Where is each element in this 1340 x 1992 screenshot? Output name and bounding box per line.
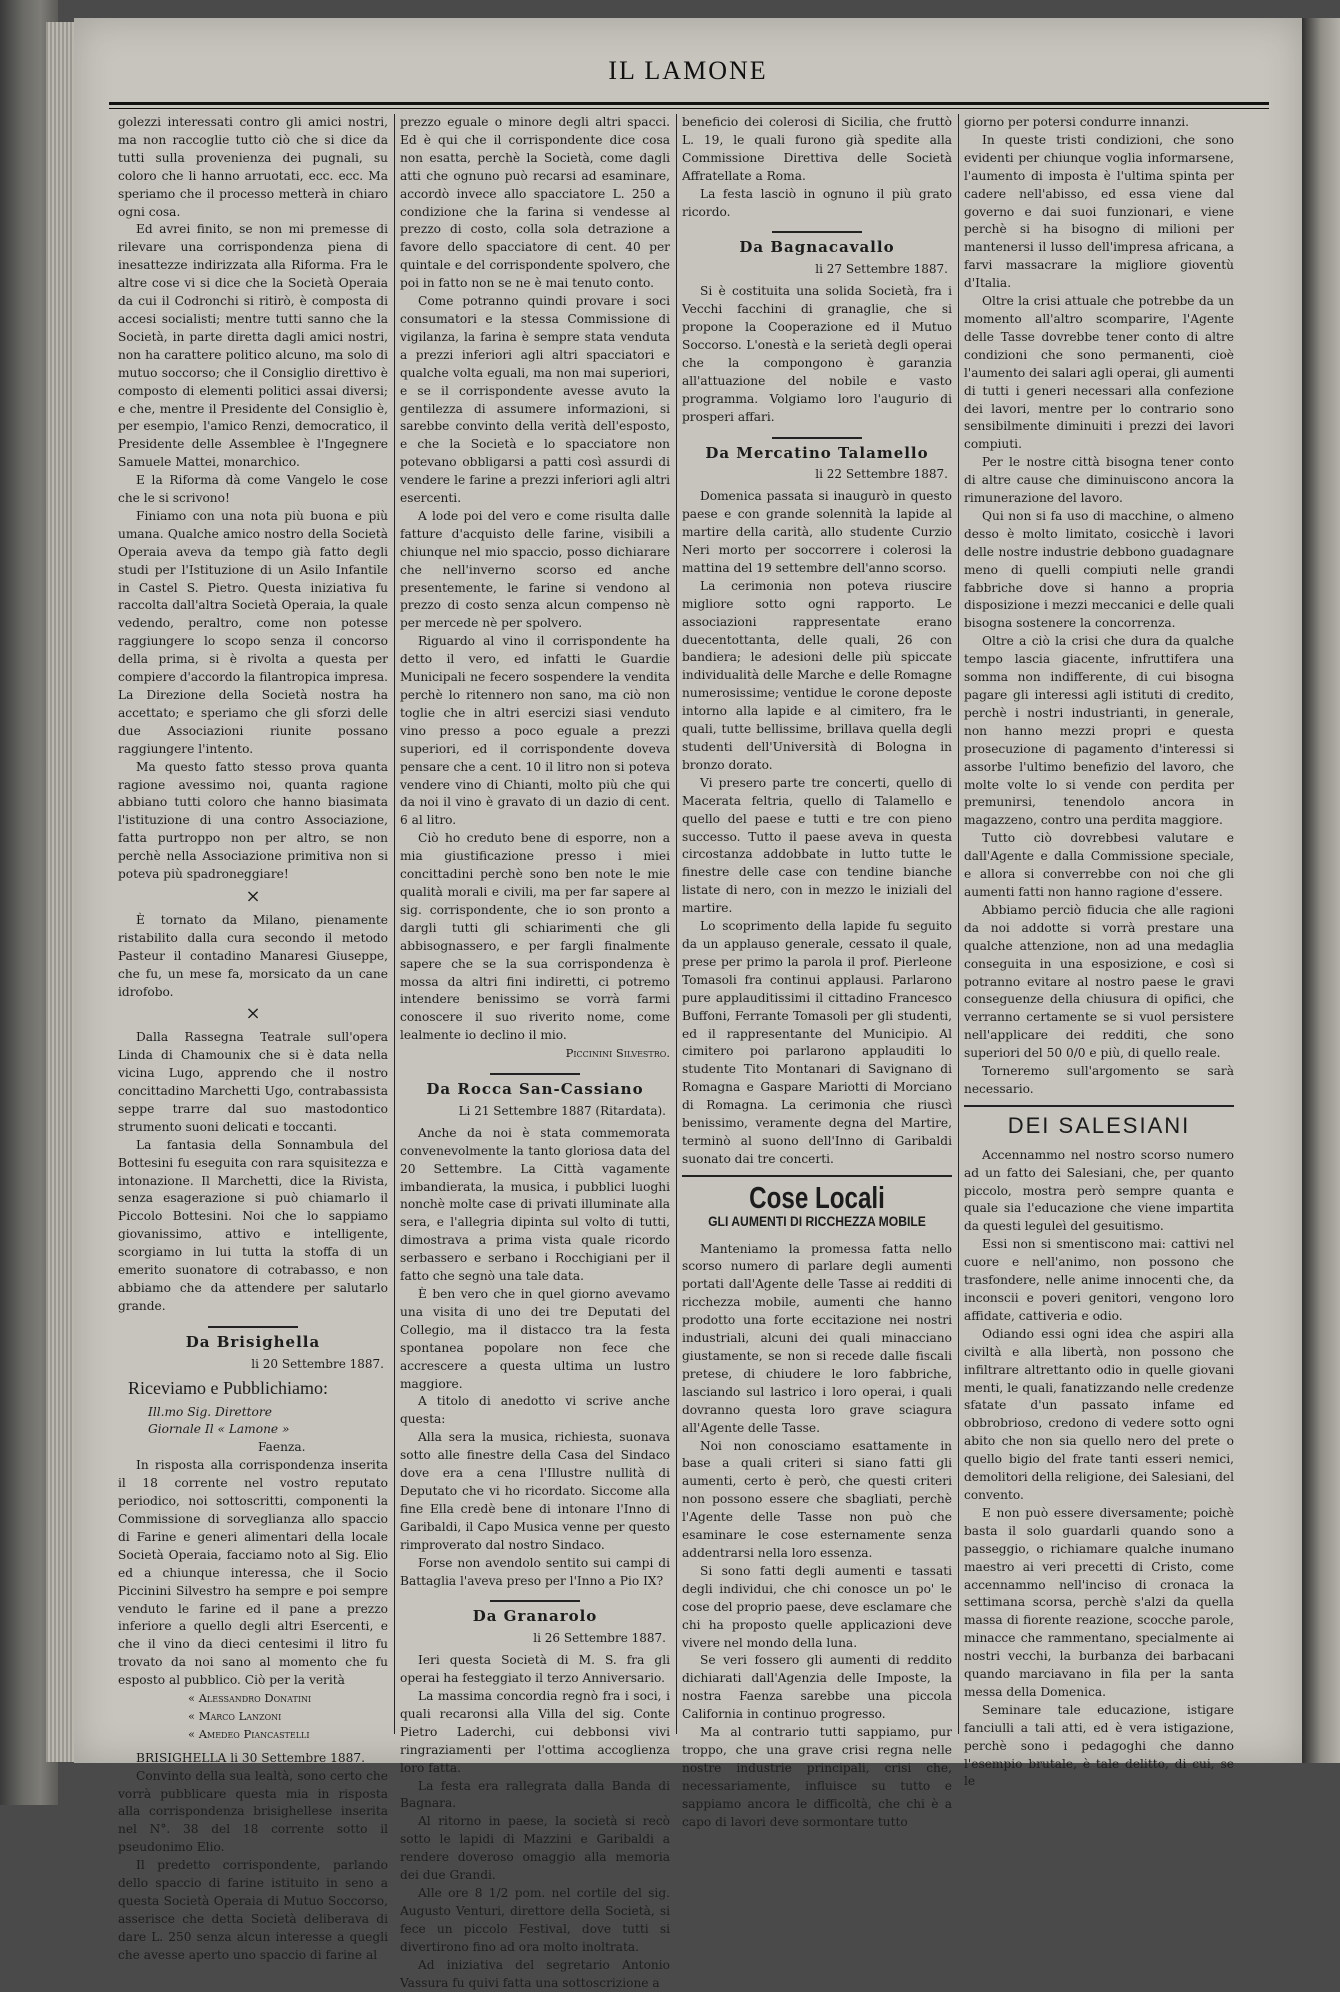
paragraph: Seminare tale educazione, istigare fanciulli a tali atti, ed è vera istigazione, perchè sono i pedagoghi che danno l'esempio brutale, è tale delitto, di cui, se le (964, 1702, 1234, 1789)
paragraph: Alla sera la musica, richiesta, suonava sotto alle finestre della Casa del Sindaco dove era a cena l'Illustre nullità di Deputato che vi ho ricordato. Siccome alla fine Ella credè bene di intonare l'Inno di Garibaldi, il Capo Musica venne per questo rimproverato dal nostro Sindaco. (400, 1430, 670, 1552)
signature: Piccinini Silvestro. (565, 1046, 670, 1061)
paragraph: La cerimonia non poteva riuscire migliore sotto ogni rapporto. Le associazioni rappresentate erano duecentottanta, delle quali, 26 con bandiera; le adesioni delle più spiccate individualità delle Marche e delle Romagne numerosissime; ventidue le corone deposte intorno alla lapide e al cimitero, fra le quali, tutte bellissime, brillava quella degli studenti dell'Università di Bologna in bronzo dorato. (682, 578, 952, 772)
paragraph: A titolo di anedotto vi scrive anche questa: (400, 1394, 670, 1427)
paragraph: Se veri fossero gli aumenti di reddito dichiarati dall'Agenzia delle Imposte, la nostra Faenza sarebbe una piccola California in continuo progresso. (682, 1653, 952, 1722)
paragraph: Finiamo con una nota più buona e più umana. Qualche amico nostro della Società Operaia aveva da tempo già fatto degli studi per l'Istituzione di un Asilo Infantile in Castel S. Pietro. Questa iniziativa fu raccolta dall'altra Società Operaia, la quale vedendo, peraltro, come non potesse raggiungere lo scopo senza il concorso della prima, si è rivolta a questa per compiere d'accordo la filantropica impresa. La Direzione della Società nostra ha accettato; e speriamo che gli sforzi delle due Associazioni riunite possano raggiungere l'intento. (118, 508, 388, 756)
section-heading: Da Rocca San-Cassiano (426, 1080, 644, 1099)
paragraph: La festa era rallegrata dalla Banda di Bagnara. (400, 1778, 670, 1811)
address-line: Giornale Il « Lamone » (148, 1422, 290, 1437)
paragraph: Ad iniziativa del segretario Antonio Vassura fu quivi fatta una sottoscrizione a (400, 1957, 670, 1990)
paragraph: La massima concordia regnò fra i soci, i quali recaronsi alla Villa del sig. Conte Pietro Laderchi, cui debbonsi vivi ringraziamenti per l'ottima accoglienza loro fatta. (400, 1689, 670, 1775)
section-title: Cose Locali (749, 1179, 885, 1215)
paragraph: Lo scoprimento della lapide fu seguito da un applauso generale, cessato il quale, prese per primo la parola il prof. Pierleone Tomasoli fra continui applausi. Parlarono pure applauditissimi il cittadino Francesco Buffoni, Ferrante Tomasoli per gli studenti, ed il rappresentante del Municipio. Al cimitero poi parlarono applauditi lo studente Tito Montanari di Savignano di Romagna e Gaspare Mariotti di Morciano di Romagna. La cerimonia che riuscì benissimo, veramente degna del Martire, terminò al suono dell'Inno di Garibaldi suonato dai tre concerti. (682, 919, 952, 1166)
column-2 (400, 114, 670, 1990)
paragraph: Dalla Rassegna Teatrale sull'opera Linda di Chamounix che si è data nella vicina Lugo, apprendo che il nostro concittadino Marchetti Ugo, contrabassista seppe trarre dal suo mastodontico strumento suoni delicati e toccanti. (118, 1030, 388, 1134)
paragraph: Tutto ciò dovrebbesi valutare e dall'Agente e dalla Commissione speciale, e allora si converrebbe con noi che gli aumenti fatti non hanno ragione d'essere. (964, 831, 1234, 899)
paragraph: Qui non si fa uso di macchine, o almeno desso è molto limitato, cosicchè i lavori delle nostre industrie debbono guadagnare meno di quelli compiuti nelle grandi fabbriche dove si hanno a propria disposizione i mezzi meccanici e delle quali bisogna sostenere la concorrenza. (964, 508, 1234, 631)
paragraph: La fantasia della Sonnambula del Bottesini fu eseguita con rara squisitezza e intonazione. Il Marchetti, dice la Rivista, senza esagerazione si può chiamarlo il Piccolo Bottesini. Noi che lo sappiamo giovanissimo, attivo e intelligente, scorgiamo in lui tutta la stoffa di un emerito suonatore di cotrabasso, e non abbiamo che da attendere per salutarlo grande. (118, 1137, 388, 1313)
paragraph: Convinto della sua lealtà, sono certo che vorrà pubblicare questa mia in risposta alla corrispondenza brisighellese inserita nel N°. 38 del 18 corrente sotto il pseudonimo Elio. (118, 1768, 388, 1855)
column-divider (676, 114, 677, 1734)
column-1 (118, 114, 388, 1962)
article-title: DEI SALESIANI (1007, 1112, 1191, 1138)
paragraph: Essi non si smentiscono mai: cattivi nel cuore e nell'animo, non possono che trasfondere, nelle anime innocenti che, da inconscii e poveri genitori, vengono loro affidate, cattiveria e odio. (964, 1237, 1234, 1323)
next-page-edge (1302, 18, 1340, 1763)
paragraph: Oltre a ciò la crisi che dura da qualche tempo lascia giacente, infruttifera una somma non indifferente, di cui bisogna pagare gli interessi agli istituti di credito, perchè i nostri industrianti, in generale, non hanno mezzi propri e questa prosecuzione di pagamento d'interessi si assorbe l'ultimo benefizio del lavoro, che molte volte lo si vende con perdita per premunirsi, tenendolo ancora in magazzeno, contro una perdita maggiore. (964, 634, 1234, 828)
dateline: li 22 Settembre 1887. (815, 467, 948, 482)
separator-cross: × (245, 885, 261, 907)
paragraph: giorno per potersi condurre innanzi. (964, 115, 1190, 129)
paragraph: Ciò ho creduto bene di esporre, non a mia giustificazione presso i miei concittadini perchè sono ben note le mie qualità morali e civili, ma per far sapere al sig. corrispondente, che io son pronto a dargli tutti gli schiarimenti che gli abbisognassero, e per fargli finalmente sapere che se la sua corrispondenza è mossa da altri fini indiretti, ci potremo intendere benissimo se vorrà farmi conoscere il suo riverito nome, come lealmente io declino il mio. (400, 831, 670, 1043)
dateline: Li 21 Settembre 1887 (Ritardata). (458, 1103, 666, 1118)
section-rule (964, 1105, 1234, 1107)
dateline: li 26 Settembre 1887. (533, 1631, 666, 1646)
newspaper-page (74, 18, 1302, 1990)
paragraph: Per le nostre città bisogna tener conto di altre cause che diminuiscono ancora la rimunerazione del lavoro. (964, 455, 1234, 506)
header-rule-thin (109, 108, 1269, 109)
paragraph: A lode poi del vero e come risulta dalle fatture d'acquisto delle farine, visibili a chiunque nel mio spaccio, posso dichiarare che nell'inverno scorso ed anche presentemente, le farine si vendono al prezzo di costo senza alcun compenso nè per mercede nè per spolvero. (400, 508, 670, 631)
section-heading: Da Granarolo (472, 1607, 598, 1626)
paragraph: Ma al contrario tutti sappiamo, pur troppo, che una grave crisi regna nelle nostre industrie principali, crisi che, necessariamente, influisce su tutto e sappiamo ancora le difficoltà, che chi è a capo di lavori deve sormontare tutto (682, 1725, 952, 1829)
paragraph: Anche da noi è stata commemorata convenevolmente la tanto gloriosa data del 20 Settembre. La Città vagamente imbandierata, la musica, i pubblici luoghi nonchè molte case di privati illuminate alla sera, e l'allegria dipinta sul volto di tutti, dimostrava a prima vista quale ricordo serbassero e serbano i Rocchigiani per il fatto che segnò una tale data. (400, 1125, 670, 1284)
paragraph: Ma questo fatto stesso prova quanta ragione avessimo noi, quanta ragione abbiano tutti coloro che hanno biasimata l'istituzione di una contro Associazione, fatta purtroppo non per altro, se non perchè nella Associazione primitiva non si poteva più spadroneggiare! (118, 759, 388, 882)
paragraph: Il predetto corrispondente, parlando dello spaccio di farine istituito in seno a questa Società Operaia di Mutuo Soccorso, asserisce che detta Società deliberava di dare L. 250 senza alcun interesse a quegli che avesse aperto uno spaccio di farine al (118, 1858, 388, 1962)
separator-cross: × (245, 1003, 261, 1025)
paragraph: Alle ore 8 1/2 pom. nel cortile del sig. Augusto Venturi, direttore della Società, si fece un piccolo Festival, dove tutti si divertirono fino ad ora molto inoltrata. (400, 1886, 670, 1954)
address-line: Ill.mo Sig. Direttore (148, 1404, 272, 1419)
article-title: GLI AUMENTI DI RICCHEZZA MOBILE (708, 1213, 926, 1229)
section-rule (772, 231, 862, 233)
paragraph: Ieri questa Società di M. S. fra gli operai ha festeggiato il terzo Anniversario. (400, 1653, 670, 1686)
section-rule (490, 1600, 580, 1602)
paragraph: E non può essere diversamente; poichè basta il solo guardarli quando sono a passeggio, o richiamare qualche inumano maestro ai veri precetti di Cristo, come accennammo nell'inciso di cronaca la settimana scorsa, perchè s'alzi da quella massa di fiorente reazione, scocche parole, minacce che rammentano, specialmente ai nostri vecchi, la burbanza dei barbacani quando marciavano in fila per la santa messa della Domenica. (964, 1505, 1234, 1699)
paragraph: È tornato da Milano, pienamente ristabilito dalla cura secondo il metodo Pasteur il contadino Manaresi Giuseppe, che fu, un mese fa, morsicato da un cane idrofobo. (118, 912, 388, 999)
signature: « Amedeo Piancastelli (188, 1726, 310, 1741)
paragraph: Accennammo nel nostro scorso numero ad un fatto dei Salesiani, che, per quanto piccolo, mostra però sempre quanta e quale sia l'educazione che viene impartita da questi leguleì del gesuitismo. (964, 1147, 1234, 1234)
dateline: li 20 Settembre 1887. (251, 1356, 384, 1371)
column-divider (394, 114, 395, 1734)
paragraph: Forse non avendolo sentito sui campi di Battaglia l'aveva preso per l'Inno a Pio IX? (400, 1555, 670, 1588)
paragraph: beneficio dei colerosi di Sicilia, che fruttò L. 19, le quali furono già spedite alla Commissione Direttiva delle Società Affratellate a Roma. (682, 115, 952, 183)
paragraph: Si sono fatti degli aumenti e tassati degli individui, che chi conosce un po' le cose del proprio paese, deve esclamare che chi ha proposto quelle applicazioni deve vivere nel mondo della luna. (682, 1563, 952, 1650)
column-4 (964, 114, 1234, 1789)
paragraph: Odiando essi ogni idea che aspiri alla civiltà e alla libertà, non possono che infiltrare altrettanto odio in quelle giovani menti, le quali, fanatizzando nelle credenze sfatate d'un passato infame ed obbrobrioso, credono di vedere sotto ogni abito che non sia quello nero del prete o quello bigio del frate tanti esseri nemici, demolitori della religione, dei Salesiani, del convento. (964, 1326, 1234, 1502)
paragraph: Vi presero parte tre concerti, quello di Macerata feltria, quello di Talamello e quello del paese e tutti e tre con pieno successo. Tutto il paese aveva in questa circostanza addobbate in lutto tutte le finestre delle case con tendine bianche listate di nero, con in mezzo le iniziali del martire. (682, 775, 952, 916)
address-line: Faenza. (258, 1440, 306, 1455)
page-stack-edge (46, 22, 76, 1762)
signature: « Marco Lanzoni (188, 1708, 282, 1723)
header-rule (109, 102, 1269, 105)
section-rule (682, 1175, 952, 1177)
paragraph: Abbiamo perciò fiducia che alle ragioni da noi addotte si vorrà prestare una qualche attenzione, non ad una medaglia conseguita in una esposizione, e così si potranno evitare al nostro paese le gravi conseguenze della chiusura di opifici, che verranno certamente se si vuol persistere nell'applicare dei redditi, che sono superiori del 50 0/0 e più, di quello reale. (964, 902, 1234, 1061)
dateline: li 27 Settembre 1887. (815, 262, 948, 277)
paragraph: Noi non conosciamo esattamente in base a quali criteri si siano fatti gli aumenti, certo è però, che questi criteri non possono essere che sbagliati, perchè l'Agente delle Tasse non può che esaminare le cose esternamente senza addentrarsi nella loro essenza. (682, 1438, 952, 1560)
paragraph: Riguardo al vino il corrispondente ha detto il vero, ed infatti le Guardie Municipali ne fecero sospendere la vendita perchè lo ritennero non sano, ma ciò non toglie che in altri esercizi siasi venduto vino presso a poco eguale a prezzi superiori, ed il corrispondente doveva pensare che a cent. 10 il litro non si poteva vendere vino di Chianti, molto più che qui da noi il vino è gravato di un dazio di cent. 6 al litro. (400, 634, 670, 828)
column-divider (958, 114, 959, 1734)
signature: « Alessandro Donatini (188, 1691, 312, 1706)
paragraph: In queste tristi condizioni, che sono evidenti per chiunque voglia informarsene, l'aumento di imposta è l'ultima spinta per cadere nell'abisso, ed essa viene dal governo e dai suoi funzionari, e viene perchè si ha bisogno di milioni per mantenersi il lusso dell'impresa africana, a farvi massacrare la migliore gioventù d'Italia. (964, 132, 1234, 291)
letter-heading: Riceviamo e Pubblichiamo: (128, 1377, 328, 1398)
section-heading: Da Mercatino Talamello (705, 443, 929, 462)
paragraph: Ed avrei finito, se non mi premesse di rilevare una corrispondenza piena di inesattezze indirizzata alla Riforma. Fra le altre cose vi si dice che la Società Operaia da cui il Codronchi si ritirò, è composta di accesi socialisti; mentre tutti sanno che la Società, in parte diretta dagli amici nostri, non ha carattere politico alcuno, ma solo di mutuo soccorso; che il Consiglio direttivo è composto di elementi politici assai diversi; e che, mentre il Presidente del Consiglio è, per esempio, l'amico Renzi, democratico, il Presidente delle Assemblee è l'Ingegnere Samuele Mattei, monarchico. (118, 222, 388, 470)
masthead: IL LAMONE (608, 56, 768, 85)
paragraph: E la Riforma dà come Vangelo le cose che le si scrivono! (118, 473, 388, 506)
paragraph: In risposta alla corrispondenza inserita il 18 corrente nel vostro reputato periodico, noi sottoscritti, componenti la Commissione di sorveglianza allo spaccio di Farine e generi alimentari della locale Società Operaia, facciamo noto al Sig. Elio ed a chiunque interessa, che il Socio Piccinini Silvestro ha sempre e poi sempre venduto le farine ed il pane a prezzo inferiore a quello degli altri Esercenti, e che il vino da dieci centesimi il litro fu trovato da noi sano al momento che fu esposto al pubblico. Ciò per la verità (118, 1458, 388, 1688)
paragraph: Domenica passata si inaugurò in questo paese e con grande solennità la lapide al martire della carità, allo studente Curzio Neri morto per soccorrere i colerosi la mattina del 19 settembre dell'anno scorso. (682, 489, 952, 575)
paragraph: Torneremo sull'argomento se sarà necessario. (964, 1064, 1234, 1096)
paragraph: prezzo eguale o minore degli altri spacci. Ed è qui che il corrispondente dice cosa non esatta, perchè la Società, come dagli atti che ognuno può recarsi ad esaminare, accordò invece allo spacciatore L. 250 a condizione che la farina si vendesse al prezzo di costo, colla sola detrazione a favore dello spacciatore di cent. 40 per quintale e del corrispondente spolvero, che poi in fatto non se ne è mai tenuto conto. (400, 115, 670, 291)
section-rule (490, 1073, 580, 1075)
column-3 (682, 114, 952, 1829)
paragraph: Come potranno quindi provare i soci consumatori e la stessa Commissione di vigilanza, la farina è sempre stata venduta a prezzi inferiori agli altri spacciatori e qualche volta eguali, ma non mai superiori, e se il corrispondente avesse avuto la gentilezza di assumere informazioni, si sarebbe convinto della verità dell'esposto, e che la Società e lo spacciatore non potevano obbligarsi a patti così assurdi di vendere le farine a prezzi inferiori agli altri esercenti. (400, 294, 670, 506)
paragraph: La festa lasciò in ognuno il più grato ricordo. (682, 186, 952, 219)
paragraph: Oltre la crisi attuale che potrebbe da un momento all'altro scomparire, l'Agente delle Tasse dovrebbe tener conto di altre condizioni che sono permanenti, cioè l'aumento dei salari agli operai, gli aumenti di tutti i generi necessari alla confezione dei lavori, mentre per lo contrario sono sensibilmente diminuiti i prezzi dei lavori compiuti. (964, 294, 1234, 452)
paragraph: Al ritorno in paese, la società si recò sotto le lapidi di Mazzini e Garibaldi a rendere doveroso omaggio alla memoria dei due Grandi. (400, 1814, 670, 1883)
paragraph: Si è costituita una solida Società, fra i Vecchi facchini di granaglie, che si propone la Cooperazione ed il Mutuo Soccorso. L'onestà e la serietà degli operai che la compongono è garanzia all'attuazione del nobile e vasto programma. Volgiamo loro l'augurio di prosperi affari. (682, 284, 952, 424)
section-rule (772, 437, 862, 439)
paragraph: Manteniamo la promessa fatta nello scorso numero di parlare degli aumenti portati dall'Agente delle Tasse ai redditi di ricchezza mobile, aumenti che hanno prodotto una forte eccitazione nei nostri industriali, alcuni dei quali minacciano giustamente, se non si recede dalle fiscali pretese, di chiudere le loro fabbriche, lasciando sul lastrico i loro operai, i quali dovranno questa loro grave sciagura all'Agente delle Tasse. (682, 1241, 952, 1435)
section-rule (208, 1326, 298, 1328)
section-heading: Da Brisighella (185, 1332, 321, 1351)
section-heading: Da Bagnacavallo (739, 238, 895, 257)
dateline: BRISIGHELLA li 30 Settembre 1887. (136, 1750, 366, 1765)
paragraph: È ben vero che in quel giorno avevamo una visita di uno dei tre Deputati del Collegio, ma il distacco tra la festa spontanea popolare non fece che accrescere a questa ultima un lustro maggiore. (400, 1287, 670, 1391)
paragraph: golezzi interessati contro gli amici nostri, ma non raccoglie tutto ciò che si dice da tutti sulla provenienza dei pugnali, su coloro che li hanno arruotati, ecc. ecc. Ma speriamo che il processo metterà in chiaro ogni cosa. (118, 115, 388, 219)
